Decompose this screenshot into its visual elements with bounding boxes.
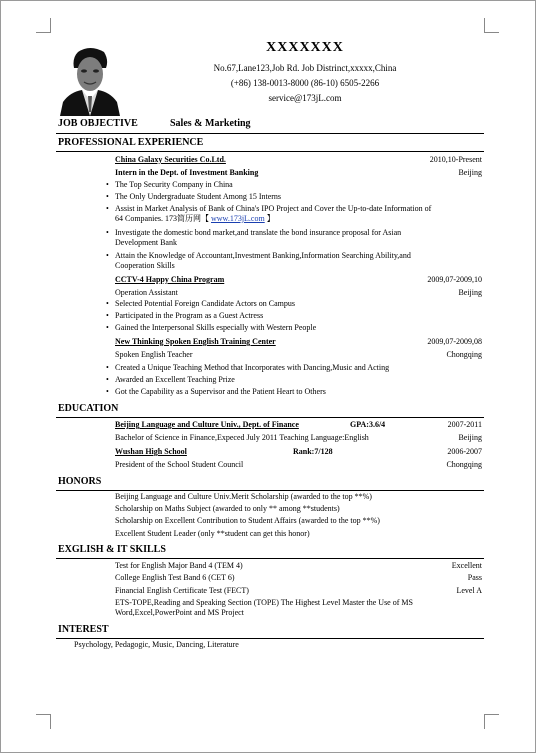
- list-item: Created a Unique Teaching Method that Incorporates with Dancing,Music and Acting: [115, 363, 390, 372]
- school-detail: Bachelor of Science in Finance,Expeced July 2011 Teaching Language:English: [115, 433, 369, 442]
- section-heading-education: EDUCATION: [58, 403, 119, 414]
- bullet-icon: •: [106, 204, 109, 213]
- job-objective: [58, 118, 251, 129]
- list-item-continued: 64 Companies. 173简历网【 www.173jL.com 】: [115, 214, 275, 223]
- address: No.67,Lane123,Job Rd. Job Distrinct,xxxxx,China: [213, 63, 397, 73]
- skill-row: [115, 561, 482, 571]
- list-item: Awarded an Excellent Teaching Prize: [115, 375, 235, 384]
- school-score: GPA:3.6/4: [350, 420, 386, 429]
- job-location: Beijing: [458, 288, 482, 297]
- job-date: 2009,07-2009,10: [427, 275, 482, 284]
- school-detail-row: [115, 460, 482, 470]
- list-item: The Only Undergraduate Student Among 15 Interns: [115, 192, 282, 201]
- bullet-icon: •: [106, 228, 109, 237]
- job-role-row: [115, 288, 482, 298]
- company-name: CCTV-4 Happy China Program: [115, 275, 225, 284]
- bullet-icon: •: [106, 251, 109, 260]
- skill-row: [115, 573, 482, 583]
- divider: [56, 151, 484, 152]
- crop-mark-bottom-right: [484, 714, 499, 729]
- skill-row: ETS-TOPE,Reading and Speaking Section (TOPE) The Highest Level Master the Use of MS: [115, 598, 413, 607]
- section-heading-experience: PROFESSIONAL EXPERIENCE: [58, 137, 204, 148]
- job-date: 2009,07-2009,08: [427, 337, 482, 346]
- crop-mark-top-left: [36, 18, 51, 33]
- bullet-icon: •: [106, 299, 109, 308]
- honor-item: Scholarship on Excellent Contribution to Student Affairs (awarded to the top **%): [115, 516, 380, 525]
- school-header: [115, 447, 482, 457]
- job-role: Spoken English Teacher: [115, 350, 193, 359]
- school-date: 2007-2011: [447, 420, 482, 429]
- school-header: [115, 420, 482, 430]
- skill-label: Test for English Major Band 4 (TEM 4): [115, 561, 243, 570]
- bullet-icon: •: [106, 192, 109, 201]
- job-location: Chongqing: [446, 350, 482, 359]
- school-detail-row: [115, 433, 482, 443]
- list-item: Assist in Market Analysis of Bank of China's IPO Project and Cover the Up-to-date Information of: [115, 204, 432, 213]
- job-date: 2010,10-Present: [429, 155, 482, 164]
- section-heading-interest: INTEREST: [58, 624, 109, 635]
- bullet-icon: •: [106, 180, 109, 189]
- list-item: Got the Capability as a Supervisor and the Patient Heart to Others: [115, 387, 326, 396]
- job-location: Beijing: [458, 168, 482, 177]
- section-heading-honors: HONORS: [58, 476, 102, 487]
- divider: [56, 490, 484, 491]
- skill-value: Level A: [456, 586, 482, 595]
- bullet-icon: •: [106, 323, 109, 332]
- school-location: Beijing: [458, 433, 482, 442]
- crop-mark-bottom-left: [36, 714, 51, 729]
- list-item: Participated in the Program as a Guest Actress: [115, 311, 264, 320]
- bullet-icon: •: [106, 375, 109, 384]
- objective-label: JOB OBJECTIVE: [58, 118, 138, 129]
- job-role: Operation Assistant: [115, 288, 178, 297]
- school-name: Wushan High School: [115, 447, 187, 456]
- job-header: [115, 337, 482, 347]
- phone: (+86) 138-0013-8000 (86-10) 6505-2266: [230, 78, 380, 88]
- profile-photo: [60, 46, 120, 116]
- list-item-continued: Development Bank: [115, 238, 177, 247]
- school-location: Chongqing: [446, 460, 482, 469]
- candidate-name: XXXXXXX: [266, 40, 344, 55]
- company-name: New Thinking Spoken English Training Center: [115, 337, 276, 346]
- crop-mark-top-right: [484, 18, 499, 33]
- interest-text: Psychology, Pedagogic, Music, Dancing, Literature: [74, 640, 239, 649]
- job-role-row: [115, 350, 482, 360]
- objective-value: Sales & Marketing: [170, 118, 251, 129]
- skill-row: [115, 586, 482, 596]
- job-role-row: [115, 168, 482, 178]
- skill-value: Pass: [467, 573, 482, 582]
- list-item-continued: Cooperation Skills: [115, 261, 175, 270]
- section-heading-skills: EXGLISH & IT SKILLS: [58, 544, 166, 555]
- honor-item: Excellent Student Leader (only **student can get this honor): [115, 529, 310, 538]
- divider: [56, 638, 484, 639]
- list-item: Attain the Knowledge of Accountant,Investment Banking,Information Searching Ability,and: [115, 251, 411, 260]
- school-name: Beijing Language and Culture Univ., Dept. of Finance: [115, 420, 299, 429]
- school-detail: President of the School Student Council: [115, 460, 244, 469]
- honor-item: Beijing Language and Culture Univ.Merit Scholarship (awarded to the top **%): [115, 492, 372, 501]
- divider: [56, 133, 484, 134]
- bullet-icon: •: [106, 387, 109, 396]
- divider: [56, 558, 484, 559]
- skill-label: College English Test Band 6 (CET 6): [115, 573, 235, 582]
- company-name: China Galaxy Securities Co.Ltd.: [115, 155, 226, 164]
- divider: [56, 417, 484, 418]
- job-header: [115, 275, 482, 285]
- job-header: [115, 155, 482, 165]
- list-item: Gained the Interpersonal Skills especially with Western People: [115, 323, 317, 332]
- skill-label: Financial English Certificate Test (FECT): [115, 586, 249, 595]
- bullet-icon: •: [106, 311, 109, 320]
- school-date: 2006-2007: [447, 447, 482, 456]
- list-item: The Top Security Company in China: [115, 180, 233, 189]
- honor-item: Scholarship on Maths Subject (awarded to only ** among **students): [115, 504, 340, 513]
- list-item: Selected Potential Foreign Candidate Actors on Campus: [115, 299, 295, 308]
- website-link[interactable]: www.173jL.com: [211, 214, 265, 223]
- school-score: Rank:7/128: [293, 447, 333, 456]
- list-item: Investigate the domestic bond market,and translate the bond insurance proposal for Asian: [115, 228, 402, 237]
- bullet-icon: •: [106, 363, 109, 372]
- job-role: Intern in the Dept. of Investment Banking: [115, 168, 259, 177]
- skill-value: Excellent: [451, 561, 482, 570]
- email[interactable]: service@173jL.com: [268, 93, 342, 103]
- skill-row-continued: Word,Excel,PowerPoint and MS Project: [115, 608, 244, 617]
